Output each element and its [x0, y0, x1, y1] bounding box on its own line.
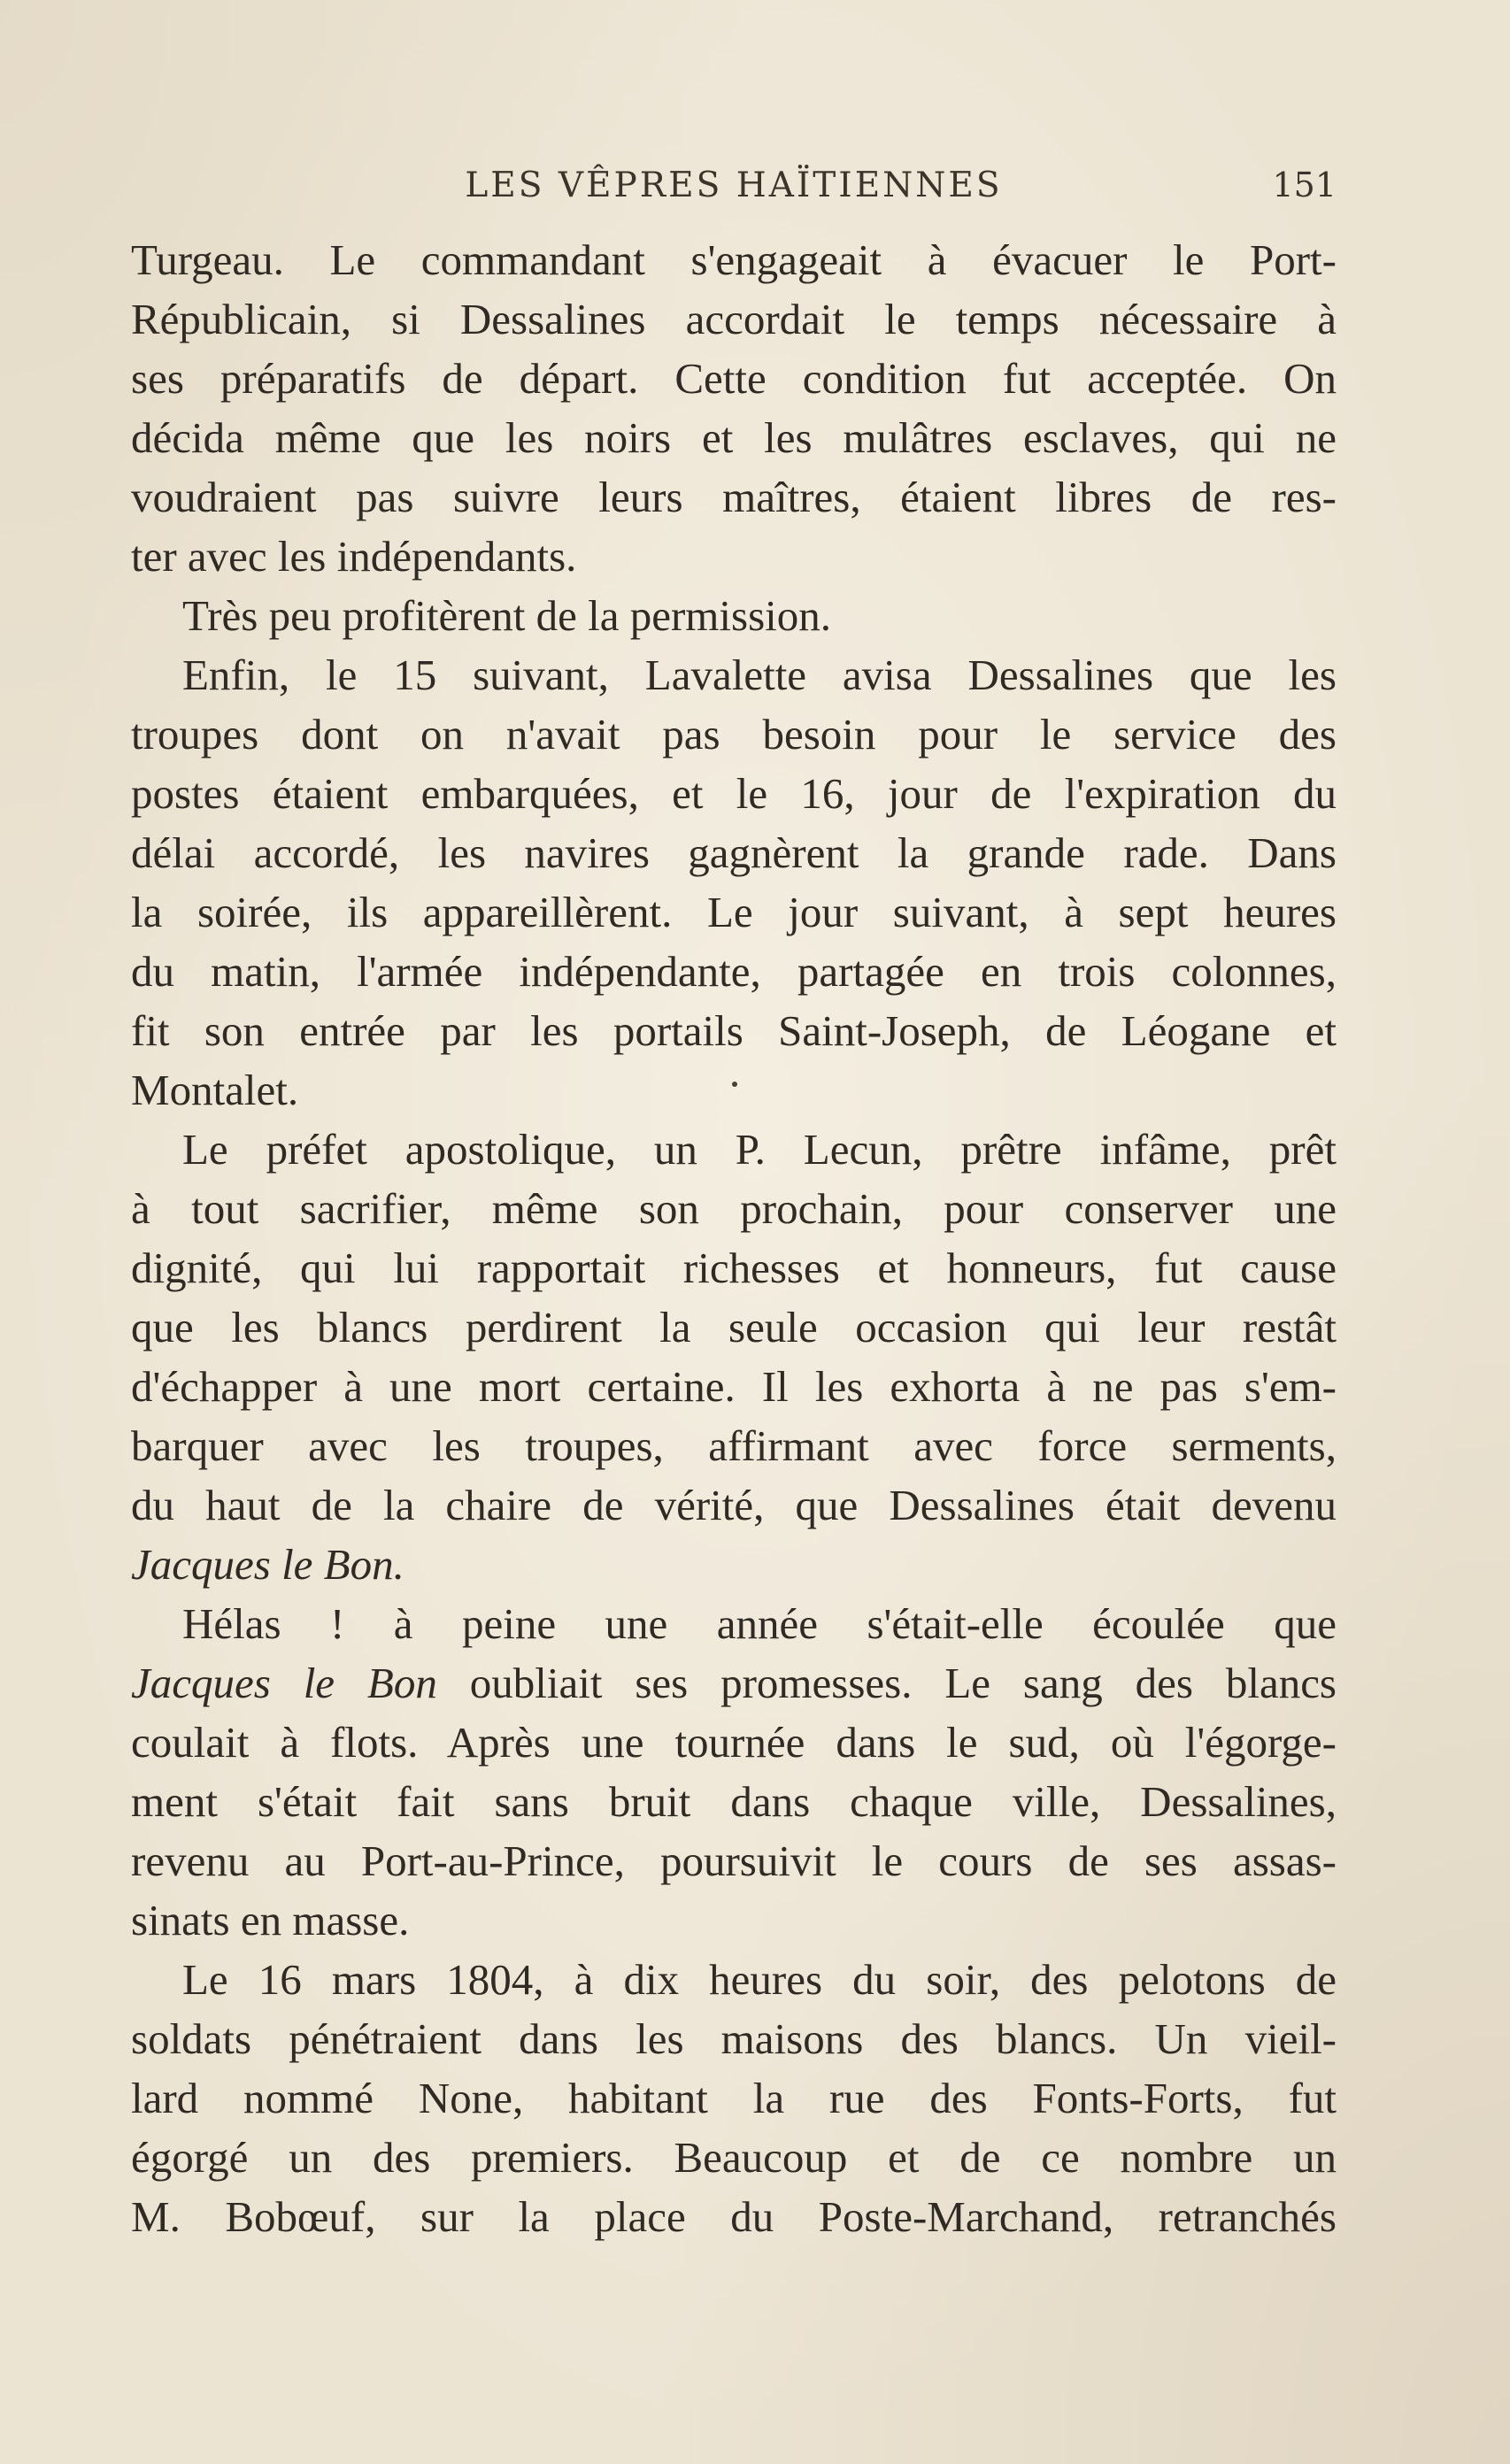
- text-line: ment s'était fait sans bruit dans chaque ville, Dessalines,: [131, 1777, 1337, 1826]
- text-line: du matin, l'armée indépendante, partagée en trois colonnes,: [131, 947, 1337, 996]
- text-line: que les blancs perdirent la seule occasion qui leur restât: [131, 1303, 1337, 1351]
- text-line: ter avec les indépendants.: [131, 532, 577, 581]
- text-line: Enfin, le 15 suivant, Lavalette avisa Dessalines que les: [182, 651, 1337, 699]
- text-line: revenu au Port-au-Prince, poursuivit le cours de ses assas-: [131, 1836, 1337, 1885]
- text-line: dignité, qui lui rapportait richesses et honneurs, fut cause: [131, 1244, 1337, 1292]
- text-line: la soirée, ils appareillèrent. Le jour suivant, à sept heures: [131, 888, 1337, 936]
- text-line: voudraient pas suivre leurs maîtres, étaient libres de res-: [131, 473, 1337, 521]
- text-run: oubliait ses promesses. Le sang des blancs: [436, 1659, 1337, 1707]
- text-line: fit son entrée par les portails Saint-Joseph, de Léogane et: [131, 1006, 1337, 1055]
- text-line: Le préfet apostolique, un P. Lecun, prêtre infâme, prêt: [182, 1125, 1337, 1174]
- text-line: M. Bobœuf, sur la place du Poste-Marchand, retranchés: [131, 2192, 1337, 2241]
- text-line: ses préparatifs de départ. Cette condition fut acceptée. On: [131, 354, 1337, 403]
- text-line: du haut de la chaire de vérité, que Dessalines était devenu: [131, 1481, 1337, 1529]
- page-number: 151: [1272, 166, 1337, 204]
- text-line: sinats en masse.: [131, 1896, 410, 1944]
- text-line-mixed: [131, 1653, 1337, 1713]
- page-header: [131, 166, 1337, 212]
- text-line: égorgé un des premiers. Beaucoup et de ce nombre un: [131, 2133, 1337, 2182]
- text-line: postes étaient embarquées, et le 16, jour de l'expiration du: [131, 769, 1337, 818]
- text-line: Jacques le Bon.: [131, 1540, 404, 1589]
- text-line: troupes dont on n'avait pas besoin pour le service des: [131, 710, 1337, 758]
- text-line: décida même que les noirs et les mulâtres esclaves, qui ne: [131, 413, 1337, 462]
- text-line: délai accordé, les navires gagnèrent la grande rade. Dans: [131, 828, 1337, 877]
- text-line: Républicain, si Dessalines accordait le temps nécessaire à: [131, 295, 1337, 343]
- text-line: Très peu profitèrent de la permission.: [182, 591, 832, 640]
- ink-speck: [732, 1082, 737, 1087]
- body-text: [131, 230, 1337, 2246]
- text-line: à tout sacrifier, même son prochain, pour conserver une: [131, 1184, 1337, 1233]
- text-line: soldats pénétraient dans les maisons des blancs. Un vieil-: [131, 2014, 1337, 2063]
- text-line: barquer avec les troupes, affirmant avec force serments,: [131, 1421, 1337, 1470]
- text-line: Turgeau. Le commandant s'engageait à évacuer le Port-: [131, 235, 1337, 284]
- text-line: Le 16 mars 1804, à dix heures du soir, des pelotons de: [182, 1955, 1337, 2004]
- text-line: Montalet.: [131, 1066, 299, 1114]
- text-line: d'échapper à une mort certaine. Il les exhorta à ne pas s'em-: [131, 1362, 1337, 1411]
- text-line: Hélas ! à peine une année s'était-elle écoulée que: [182, 1599, 1337, 1648]
- text-line: lard nommé None, habitant la rue des Fonts-Forts, fut: [131, 2074, 1337, 2122]
- italic-name: Jacques le Bon: [131, 1659, 437, 1707]
- running-title: LES VÊPRES HAÏTIENNES: [465, 166, 1003, 205]
- text-line: coulait à flots. Après une tournée dans le sud, où l'égorge-: [131, 1718, 1337, 1767]
